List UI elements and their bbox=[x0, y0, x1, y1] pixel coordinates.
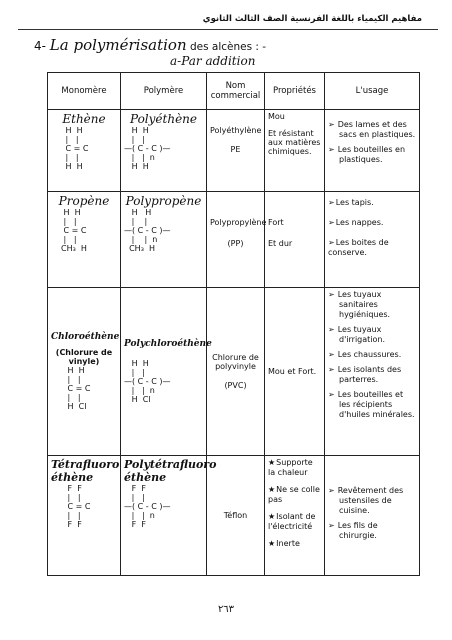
usage-item: ➢ Les bouteilles et les récipients d'huiles minérales. bbox=[328, 390, 416, 420]
usage-item: ➢ Les fils de chirurgie. bbox=[328, 521, 416, 541]
polymer-formula: F F | | —( C - C )— | | n F F bbox=[124, 484, 171, 529]
table-header-row bbox=[48, 73, 420, 110]
header-divider bbox=[18, 29, 438, 30]
polymer-name: Polytétrafluoro éthène bbox=[124, 458, 217, 484]
usage-cell bbox=[325, 192, 420, 288]
header-polymer: Polymère bbox=[121, 73, 207, 110]
header-usage: L'usage bbox=[325, 73, 420, 110]
section-subtitle: a-Par addition bbox=[170, 54, 256, 68]
header-commercial-name: Nom commercial bbox=[207, 73, 265, 110]
commercial-cell bbox=[207, 110, 265, 192]
polymer-table bbox=[47, 72, 420, 576]
section-title: La polymérisation bbox=[49, 36, 187, 54]
page-number: ٢٦٣ bbox=[217, 604, 235, 615]
polymer-name: Polyéthène bbox=[129, 112, 197, 126]
property: Fort bbox=[268, 218, 284, 227]
commercial-cell bbox=[207, 288, 265, 456]
header-properties: Propriétés bbox=[265, 73, 325, 110]
polymer-formula: H H | | —( C - C )— | | n H H bbox=[124, 126, 171, 171]
property: ★ Inerte bbox=[268, 539, 321, 549]
usage-item: ➢ Les isolants des parterres. bbox=[328, 365, 416, 385]
commercial-name: Polypropylène bbox=[210, 218, 267, 227]
commercial-name: Téflon bbox=[223, 511, 248, 520]
commercial-abbr: (PVC) bbox=[224, 381, 247, 390]
polymer-cell bbox=[121, 110, 207, 192]
monomer-name: Ethène bbox=[62, 112, 106, 126]
section-heading bbox=[34, 36, 266, 54]
property: Et résistant aux matières chimiques. bbox=[268, 129, 321, 156]
usage-item: ➢ Les bouteilles en plastiques. bbox=[328, 145, 416, 165]
usage-cell bbox=[325, 110, 420, 192]
usage-item: ➢ Les chaussures. bbox=[328, 350, 416, 360]
usage-item: ➢ Les nappes. bbox=[328, 218, 416, 228]
polymer-cell bbox=[121, 456, 217, 576]
monomer-cell bbox=[48, 288, 121, 456]
monomer-cell bbox=[48, 456, 121, 576]
usage-item: ➢ Des lames et des sacs en plastiques. bbox=[328, 120, 416, 140]
usage-item: ➢ Les tapis. bbox=[328, 198, 416, 208]
property: ★ Isolant de l'électricité bbox=[268, 512, 321, 532]
property: Et dur bbox=[268, 239, 293, 248]
table-row bbox=[48, 456, 420, 576]
property: ★ Ne se colle pas bbox=[268, 485, 321, 505]
section-title-rest: des alcènes : - bbox=[186, 41, 267, 53]
monomer-cell bbox=[48, 192, 121, 288]
commercial-cell bbox=[207, 456, 265, 576]
commercial-name: Polyéthylène bbox=[210, 126, 262, 135]
properties-cell bbox=[265, 456, 325, 576]
monomer-formula: H H | | C = C | | H H bbox=[65, 126, 89, 171]
header-monomer: Monomère bbox=[48, 73, 121, 110]
properties-cell bbox=[265, 110, 325, 192]
page-header: مفاهيم الكيمياء باللغة الفرنسية الصف الثالث الثانوي bbox=[202, 14, 422, 24]
properties-cell bbox=[265, 192, 325, 288]
property: ★ Supporte la chaleur bbox=[268, 458, 321, 478]
commercial-abbr: (PP) bbox=[227, 239, 244, 248]
polymer-name: Polychloroéthène bbox=[124, 339, 212, 349]
commercial-abbr: PE bbox=[230, 145, 241, 154]
monomer-cell bbox=[48, 110, 121, 192]
properties-cell bbox=[265, 288, 325, 456]
usage-item: ➢ Les tuyaux d'irrigation. bbox=[328, 325, 416, 345]
polymer-cell bbox=[121, 288, 212, 456]
usage-item: ➢ Revêtement des ustensiles de cuisine. bbox=[328, 486, 416, 516]
table-row bbox=[48, 192, 420, 288]
section-number: 4- bbox=[34, 39, 46, 53]
monomer-name: Chloroéthène bbox=[51, 332, 120, 342]
monomer-name: Propène bbox=[58, 194, 110, 208]
usage-item: ➢ Les tuyaux sanitaires hygiéniques. bbox=[328, 290, 416, 320]
usage-cell bbox=[325, 456, 420, 576]
polymer-formula: H H | | —( C - C )— | | n CH₃ H bbox=[124, 208, 171, 253]
monomer-alt-name: (Chlorure de vinyle) bbox=[55, 348, 113, 366]
polymer-formula: H H | | —( C - C )— | | n H Cl bbox=[124, 359, 171, 404]
monomer-formula: F F | | C = C | | F F bbox=[67, 484, 91, 529]
usage-cell bbox=[325, 288, 420, 456]
commercial-name: Chlorure de polyvinyle bbox=[212, 353, 259, 371]
polymer-name: Polypropène bbox=[125, 194, 202, 208]
polymer-cell bbox=[121, 192, 207, 288]
commercial-cell bbox=[207, 192, 265, 288]
monomer-formula: H H | | C = C | | CH₃ H bbox=[61, 208, 87, 253]
table-row bbox=[48, 288, 420, 456]
table-row bbox=[48, 110, 420, 192]
property: Mou bbox=[268, 112, 285, 121]
monomer-name: Tétrafluoro éthène bbox=[51, 458, 120, 484]
property: Mou et Fort. bbox=[268, 367, 317, 376]
usage-item: ➢ Les boites de conserve. bbox=[328, 238, 416, 258]
monomer-formula: H H | | C = C | | H Cl bbox=[67, 366, 91, 411]
